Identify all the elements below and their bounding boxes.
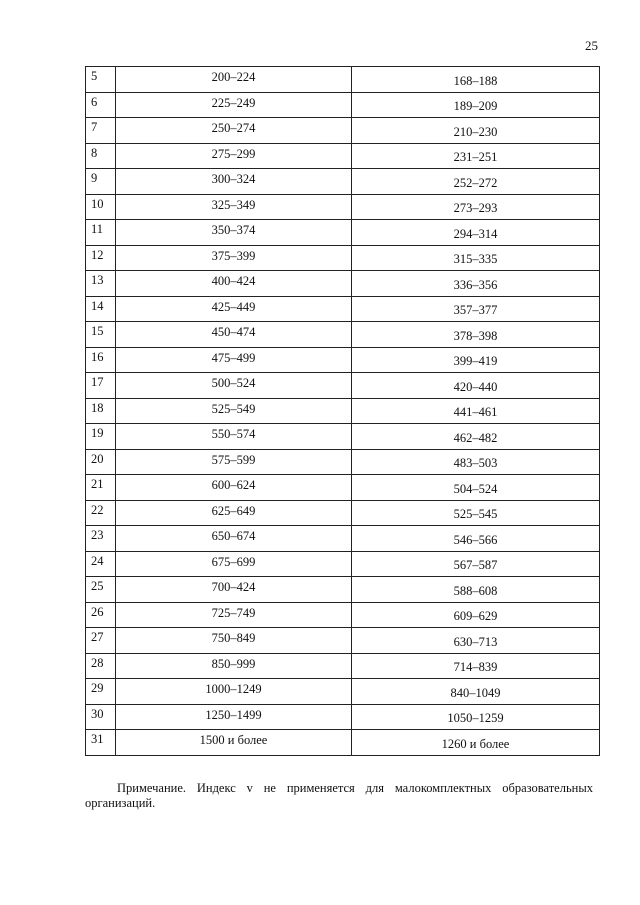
table-row (86, 245, 600, 271)
table-row (86, 526, 600, 552)
table-row (86, 347, 600, 373)
range-cell: 504–524 (352, 475, 600, 501)
range-cell: 300–324 (116, 169, 352, 195)
range-cell: 609–629 (352, 602, 600, 628)
range-cell: 420–440 (352, 373, 600, 399)
row-number-cell: 19 (86, 424, 116, 450)
row-number-cell: 22 (86, 500, 116, 526)
table-row (86, 704, 600, 730)
row-number-cell: 23 (86, 526, 116, 552)
range-cell: 210–230 (352, 118, 600, 144)
table-row (86, 194, 600, 220)
range-cell: 450–474 (116, 322, 352, 348)
table-row (86, 322, 600, 348)
range-cell: 575–599 (116, 449, 352, 475)
range-cell: 378–398 (352, 322, 600, 348)
range-cell: 200–224 (116, 67, 352, 93)
row-number-cell: 27 (86, 628, 116, 654)
row-number-cell: 21 (86, 475, 116, 501)
range-cell: 1000–1249 (116, 679, 352, 705)
row-number-cell: 14 (86, 296, 116, 322)
range-cell: 600–624 (116, 475, 352, 501)
range-cell: 350–374 (116, 220, 352, 246)
range-cell: 168–188 (352, 67, 600, 93)
row-number-cell: 9 (86, 169, 116, 195)
table-row (86, 653, 600, 679)
page-number: 25 (585, 38, 598, 53)
row-number-cell: 25 (86, 577, 116, 603)
table-row (86, 398, 600, 424)
range-cell: 650–674 (116, 526, 352, 552)
row-number-cell: 20 (86, 449, 116, 475)
range-cell: 325–349 (116, 194, 352, 220)
range-cell: 400–424 (116, 271, 352, 297)
table-row (86, 143, 600, 169)
range-cell: 275–299 (116, 143, 352, 169)
row-number-cell: 24 (86, 551, 116, 577)
range-cell: 252–272 (352, 169, 600, 195)
table-row (86, 475, 600, 501)
range-cell: 231–251 (352, 143, 600, 169)
row-number-cell: 15 (86, 322, 116, 348)
table-row (86, 271, 600, 297)
range-cell: 550–574 (116, 424, 352, 450)
range-cell: 425–449 (116, 296, 352, 322)
range-cell: 525–545 (352, 500, 600, 526)
range-cell: 625–649 (116, 500, 352, 526)
table-row (86, 628, 600, 654)
row-number-cell: 26 (86, 602, 116, 628)
range-cell: 700–424 (116, 577, 352, 603)
range-cell: 675–699 (116, 551, 352, 577)
row-number-cell: 7 (86, 118, 116, 144)
range-cell: 840–1049 (352, 679, 600, 705)
range-cell: 1250–1499 (116, 704, 352, 730)
row-number-cell: 6 (86, 92, 116, 118)
table-row (86, 449, 600, 475)
row-number-cell: 31 (86, 730, 116, 756)
range-cell: 525–549 (116, 398, 352, 424)
range-cell: 714–839 (352, 653, 600, 679)
table-row (86, 169, 600, 195)
row-number-cell: 5 (86, 67, 116, 93)
range-cell: 1050–1259 (352, 704, 600, 730)
range-cell: 483–503 (352, 449, 600, 475)
range-cell: 588–608 (352, 577, 600, 603)
range-cell: 630–713 (352, 628, 600, 654)
range-cell: 475–499 (116, 347, 352, 373)
row-number-cell: 13 (86, 271, 116, 297)
table-row (86, 730, 600, 756)
range-cell: 750–849 (116, 628, 352, 654)
table-row (86, 118, 600, 144)
range-cell: 336–356 (352, 271, 600, 297)
row-number-cell: 29 (86, 679, 116, 705)
row-number-cell: 11 (86, 220, 116, 246)
range-cell: 250–274 (116, 118, 352, 144)
table-row (86, 500, 600, 526)
table-row (86, 373, 600, 399)
row-number-cell: 28 (86, 653, 116, 679)
range-cell: 399–419 (352, 347, 600, 373)
table-note: Примечание. Индекс v не применяется для малокомплектных образовательных организаций. (85, 781, 593, 810)
range-cell: 189–209 (352, 92, 600, 118)
range-cell: 315–335 (352, 245, 600, 271)
row-number-cell: 8 (86, 143, 116, 169)
table-row (86, 602, 600, 628)
range-cell: 357–377 (352, 296, 600, 322)
table-row (86, 92, 600, 118)
table-row (86, 679, 600, 705)
row-number-cell: 18 (86, 398, 116, 424)
range-cell: 500–524 (116, 373, 352, 399)
range-cell: 850–999 (116, 653, 352, 679)
table-row (86, 67, 600, 93)
table-row (86, 577, 600, 603)
range-cell: 273–293 (352, 194, 600, 220)
range-cell: 462–482 (352, 424, 600, 450)
row-number-cell: 12 (86, 245, 116, 271)
row-number-cell: 30 (86, 704, 116, 730)
range-cell: 725–749 (116, 602, 352, 628)
table-row (86, 296, 600, 322)
table-row (86, 551, 600, 577)
range-cell: 1500 и более (116, 730, 352, 756)
range-cell: 225–249 (116, 92, 352, 118)
range-cell: 546–566 (352, 526, 600, 552)
range-cell: 441–461 (352, 398, 600, 424)
row-number-cell: 17 (86, 373, 116, 399)
range-cell: 1260 и более (352, 730, 600, 756)
range-cell: 567–587 (352, 551, 600, 577)
table-row (86, 424, 600, 450)
table-body (86, 67, 600, 756)
row-number-cell: 10 (86, 194, 116, 220)
table-row (86, 220, 600, 246)
range-cell: 294–314 (352, 220, 600, 246)
data-table (85, 66, 600, 756)
range-cell: 375–399 (116, 245, 352, 271)
row-number-cell: 16 (86, 347, 116, 373)
